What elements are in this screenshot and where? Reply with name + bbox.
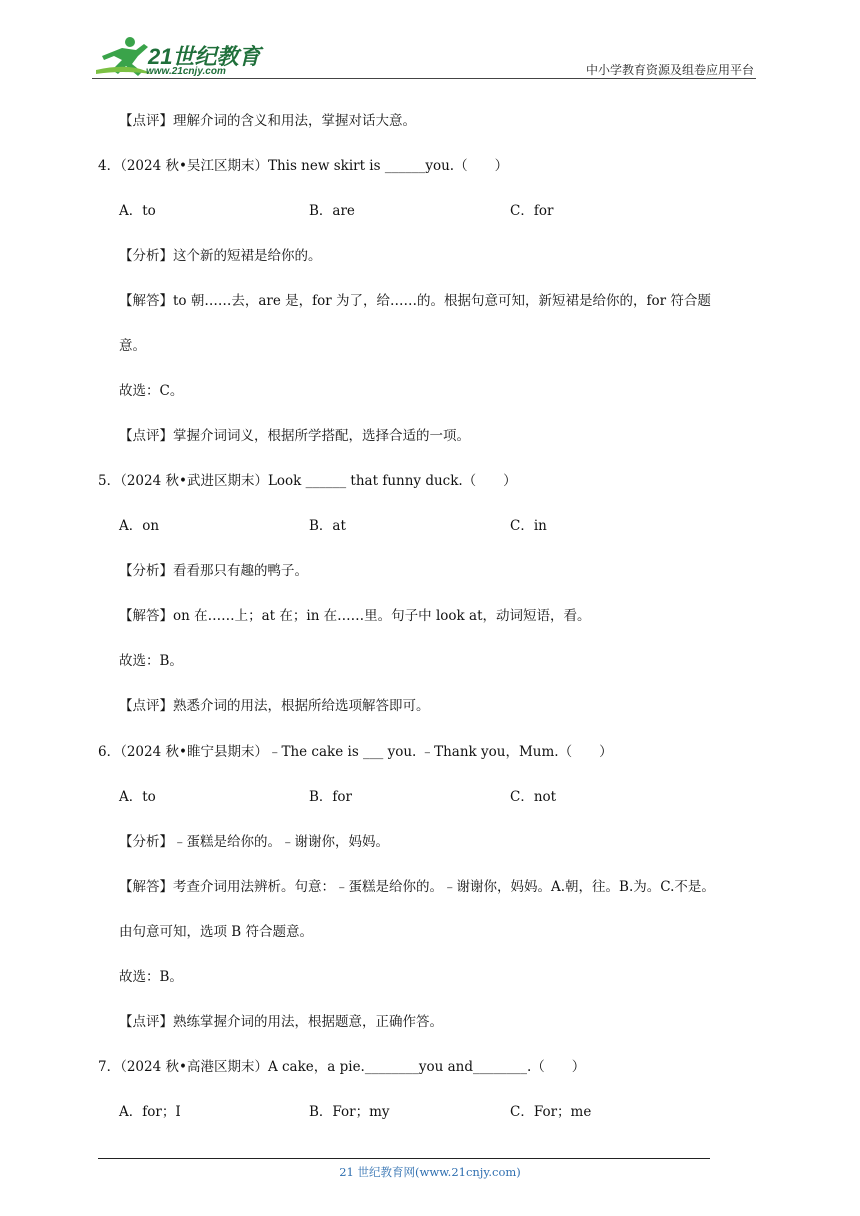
logo-url: www.21cnjy.com (146, 66, 226, 77)
q7-option-c: C．For；me (510, 1104, 592, 1120)
q5-option-c: C．in (510, 518, 547, 534)
q6-answer: 【解答】考查介词用法辨析。句意：﹣蛋糕是给你的。﹣谢谢你，妈妈。A.朝，往。B.为。C.不是。 (119, 879, 715, 895)
q7-option-b: B．For；my (309, 1104, 390, 1120)
q4-answer: 【解答】to 朝……去，are 是，for 为了，给……的。根据句意可知，新短裙是给你的，for 符合题 (119, 293, 711, 309)
q4-option-a: A．to (119, 203, 156, 219)
q6-answer-cont: 由句意可知，选项 B 符合题意。 (119, 924, 314, 940)
q3-comment: 【点评】理解介词的含义和用法，掌握对话大意。 (119, 113, 416, 129)
q5-comment: 【点评】熟悉介词的用法，根据所给选项解答即可。 (119, 698, 430, 714)
q6-comment: 【点评】熟练掌握介词的用法，根据题意，正确作答。 (119, 1014, 443, 1030)
platform-title: 中小学教育资源及组卷应用平台 (585, 63, 754, 77)
logo-text: 21世纪教育 (148, 44, 261, 69)
q5-choice: 故选：B。 (119, 653, 183, 669)
q4-choice: 故选：C。 (119, 383, 184, 399)
q6-choice: 故选：B。 (119, 969, 183, 985)
q6-option-b: B．for (309, 789, 352, 805)
question-5: 5．（2024 秋•武进区期末）Look ______ that funny duck.（ ） (98, 473, 517, 489)
footer-text: 21 世纪教育网(www.21cnjy.com) (339, 1165, 521, 1179)
q4-answer-cont: 意。 (119, 338, 146, 354)
q6-option-c: C．not (510, 789, 557, 805)
question-6: 6．（2024 秋•睢宁县期末）﹣The cake is ___ you. ﹣Thank you，Mum.（ ） (98, 744, 613, 760)
q6-option-a: A．to (119, 789, 156, 805)
header-divider (92, 78, 756, 79)
question-7: 7．（2024 秋•高港区期末）A cake，a pie.________you and________.（ ） (98, 1059, 586, 1075)
q6-analysis: 【分析】﹣蛋糕是给你的。﹣谢谢你，妈妈。 (119, 834, 389, 850)
q4-analysis: 【分析】这个新的短裙是给你的。 (119, 248, 322, 264)
q5-option-b: B．at (309, 518, 346, 534)
q5-option-a: A．on (119, 518, 160, 534)
q4-option-c: C．for (510, 203, 554, 219)
q7-option-a: A．for；I (119, 1104, 181, 1120)
q5-answer: 【解答】on 在……上；at 在；in 在……里。句子中 look at，动词短语，看。 (119, 608, 591, 624)
footer-divider (98, 1158, 710, 1159)
question-4: 4．（2024 秋•吴江区期末）This new skirt is ______you.（ ） (98, 158, 509, 174)
q4-comment: 【点评】掌握介词词义，根据所学搭配，选择合适的一项。 (119, 428, 470, 444)
q4-option-b: B．are (309, 203, 355, 219)
q5-analysis: 【分析】看看那只有趣的鸭子。 (119, 563, 308, 579)
page-header (0, 0, 860, 90)
